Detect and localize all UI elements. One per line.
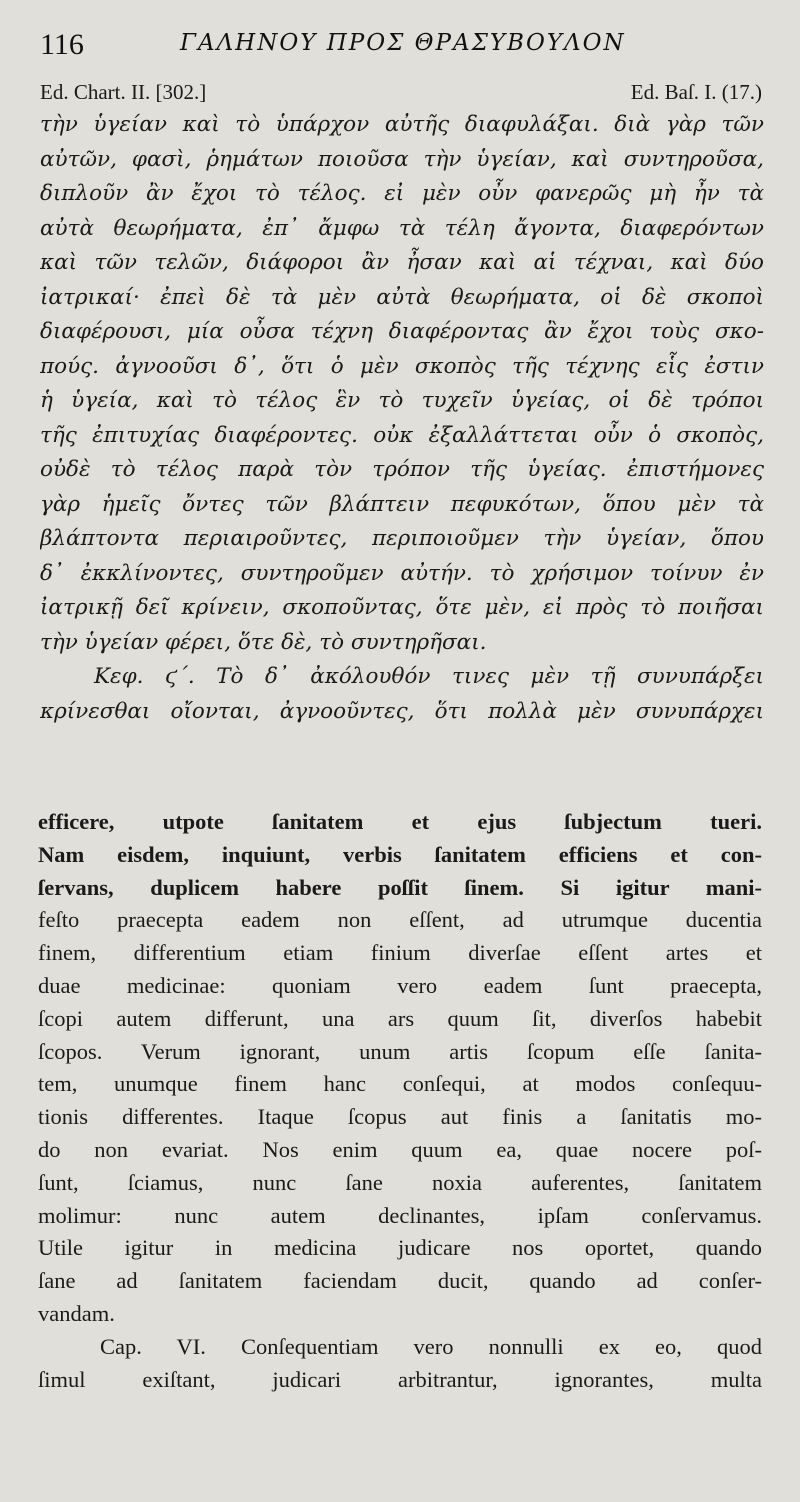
latin-line: finem, differentium etiam finium diverſae eſſent artes et: [38, 940, 762, 966]
latin-line: vandam.: [38, 1300, 115, 1326]
running-title: ΓΑΛΗΝΟΥ ΠΡΟΣ ΘΡΑΣΥΒΟΥΛΟΝ: [180, 30, 626, 56]
greek-chapter-heading-line: Κεφ. ϛ΄. Τὸ δ᾽ ἀκόλουθόν τινες μὲν τῇ συνυπάρξει: [94, 664, 764, 689]
greek-line: ἰατρικαί· ἐπεὶ δὲ τὰ μὲν αὐτὰ θεωρήματα, οἱ δὲ σκοποὶ: [40, 284, 764, 310]
greek-line: ἰατρικῇ δεῖ κρίνειν, σκοποῦντας, ὅτε μὲν, εἰ πρὸς τὸ ποιῆσαι: [40, 595, 764, 620]
page-number: 116: [40, 28, 84, 61]
greek-line: κρίνεσθαι οἴονται, ἀγνοοῦντες, ὅτι πολλὰ μὲν συνυπάρχει: [40, 698, 764, 724]
greek-line: βλάπτοντα περιαιροῦντες, περιποιοῦμεν τὴν ὑγείαν, ὅπου: [40, 526, 764, 551]
latin-line: ſcopi autem differunt, una ars quum ſit, diverſos habebit: [38, 1005, 762, 1031]
latin-line: efficere, utpote ſanitatem et ejus ſubjectum tueri.: [38, 809, 762, 834]
latin-line: do non evariat. Nos enim quum ea, quae nocere poſ-: [38, 1136, 762, 1162]
latin-line: tem, unumque finem hanc conſequi, at modos conſequu-: [38, 1071, 762, 1097]
greek-line: δ᾽ ἐκκλίνοντες, συντηροῦμεν αὐτήν. τὸ χρήσιμον τοίνυν ἐν: [40, 560, 764, 586]
latin-line: feſto praecepta eadem non eſſent, ad utrumque ducentia: [38, 907, 762, 933]
latin-line: ſane ad ſanitatem faciendam ducit, quando ad conſer-: [38, 1268, 762, 1294]
greek-line: ἡ ὑγεία, καὶ τὸ τέλος ἓν τὸ τυχεῖν ὑγείας, οἱ δὲ τρόποι: [40, 388, 764, 413]
greek-line: οὐδὲ τὸ τέλος παρὰ τὸν τρόπον τῆς ὑγείας. ἐπιστήμονες: [40, 457, 764, 482]
latin-text-block: [38, 806, 762, 1396]
latin-line: ſimul exiſtant, judicari arbitrantur, ignorantes, multa: [38, 1366, 762, 1392]
greek-line: πούς. ἀγνοοῦσι δ᾽, ὅτι ὁ μὲν σκοπὸς τῆς τέχνης εἷς ἐστιν: [40, 353, 764, 379]
greek-line: αὐτῶν, φασὶ, ῥημάτων ποιοῦσα τὴν ὑγείαν, καὶ συντηροῦσα,: [40, 146, 764, 172]
greek-line: τὴν ὑγείαν καὶ τὸ ὑπάρχον αὐτῆς διαφυλάξαι. διὰ γὰρ τῶν: [40, 112, 764, 137]
greek-line: καὶ τῶν τελῶν, διάφοροι ἂν ἦσαν καὶ αἱ τέχναι, καὶ δύο: [40, 250, 764, 275]
latin-line: ſervans, duplicem habere poſſit ſinem. Si igitur mani-: [38, 874, 762, 900]
edition-reference-left: Ed. Chart. II. [302.]: [40, 80, 207, 104]
latin-line: Nam eisdem, inquiunt, verbis ſanitatem efficiens et con-: [38, 841, 762, 867]
greek-line: τῆς ἐπιτυχίας διαφέροντες. οὐκ ἐξαλλάττεται οὖν ὁ σκοπὸς,: [40, 422, 764, 448]
latin-line: ſcopos. Verum ignorant, unum artis ſcopum eſſe ſanita-: [38, 1038, 762, 1064]
greek-text-block: [40, 108, 764, 729]
latin-line: tionis differentes. Itaque ſcopus aut finis a ſanitatis mo-: [38, 1104, 762, 1130]
greek-line: αὐτὰ θεωρήματα, ἐπ᾽ ἄμφω τὰ τέλη ἄγοντα, διαφερόντων: [40, 215, 764, 241]
greek-line: διαφέρουσι, μία οὖσα τέχνη διαφέροντας ἂν ἔχοι τοὺς σκο-: [40, 319, 764, 344]
greek-line: διπλοῦν ἂν ἔχοι τὸ τέλος. εἰ μὲν οὖν φανερῶς μὴ ἦν τὰ: [40, 181, 764, 206]
greek-line: τὴν ὑγείαν φέρει, ὅτε δὲ, τὸ συντηρῆσαι.: [40, 629, 487, 655]
latin-line: duae medicinae: quoniam vero eadem ſunt praecepta,: [38, 972, 762, 998]
latin-line: Utile igitur in medicina judicare nos oportet, quando: [38, 1235, 762, 1261]
latin-chapter-heading-line: Cap. VI. Conſequentiam vero nonnulli ex eo, quod: [100, 1333, 762, 1359]
greek-line: γὰρ ἡμεῖς ὄντες τῶν βλάπτειν πεφυκότων, ὅπου μὲν τὰ: [40, 491, 764, 517]
latin-line: molimur: nunc autem declinantes, ipſam conſervamus.: [38, 1202, 762, 1228]
edition-reference-right: Ed. Baſ. I. (17.): [630, 80, 762, 104]
latin-line: ſunt, ſciamus, nunc ſane noxia auferentes, ſanitatem: [38, 1169, 762, 1195]
